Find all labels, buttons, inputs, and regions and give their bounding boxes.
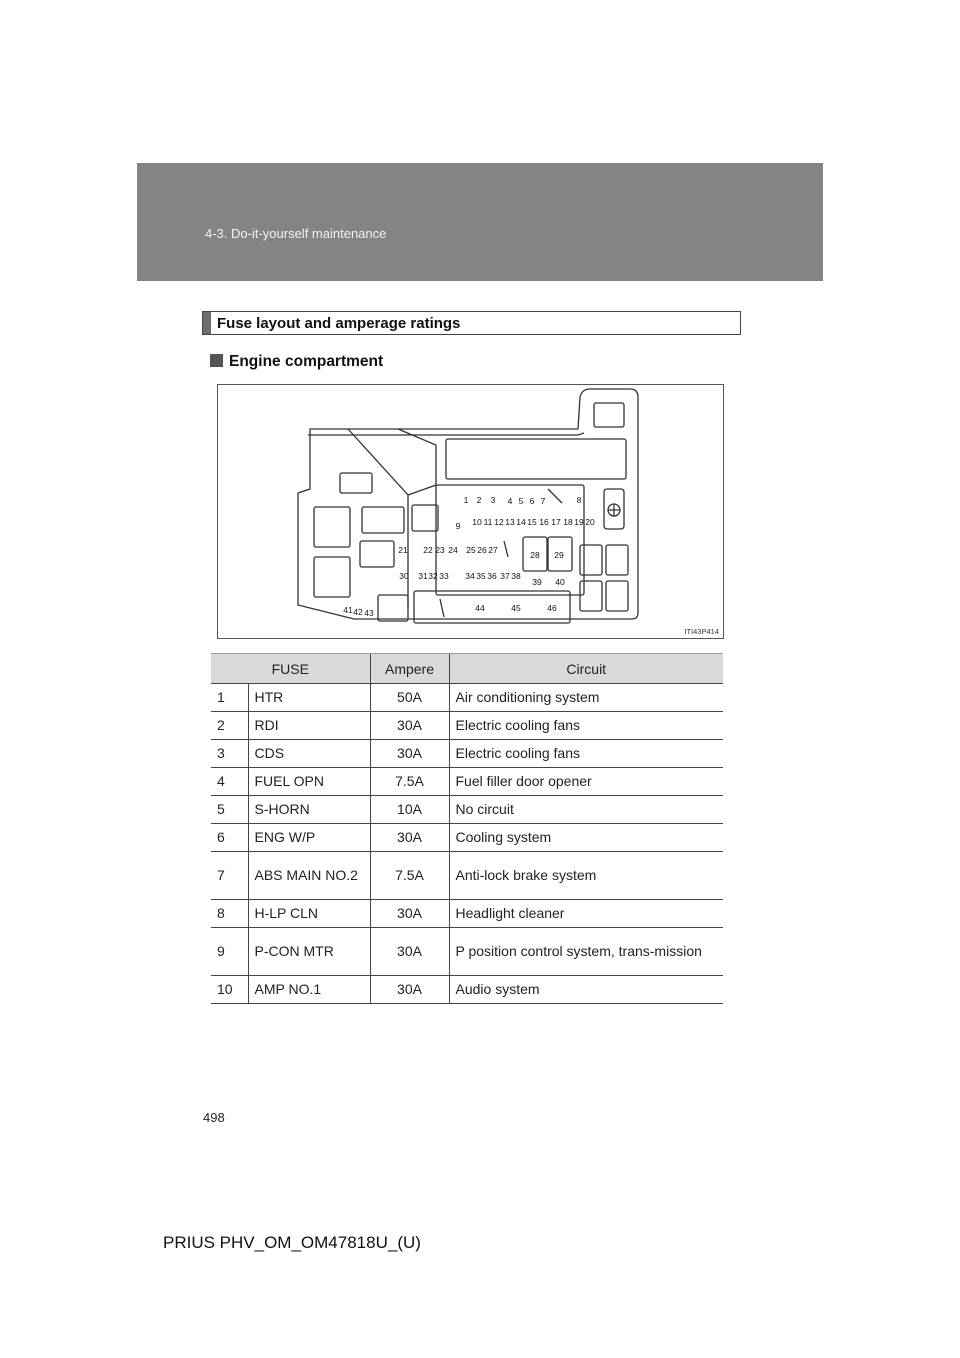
table-row [211, 768, 723, 796]
fuse-name: CDS [248, 740, 370, 768]
fuse-label-16: 16 [539, 517, 549, 527]
fuse-label-43: 43 [364, 608, 374, 618]
fuse-label-44: 44 [475, 603, 485, 613]
fuse-circuit: Anti-lock brake system [449, 852, 723, 900]
table-header-row [211, 654, 723, 684]
document-footer: PRIUS PHV_OM_OM47818U_(U) [163, 1233, 421, 1252]
fuse-label-13: 13 [505, 517, 515, 527]
fuse-label-31: 31 [418, 571, 428, 581]
table-row [211, 712, 723, 740]
fuse-ampere: 30A [370, 900, 449, 928]
fuse-label-32: 32 [428, 571, 438, 581]
section-breadcrumb: 4-3. Do-it-yourself maintenance [205, 226, 387, 241]
fuse-label-28: 28 [530, 550, 540, 560]
fuse-number: 4 [211, 768, 248, 796]
right-relay-1 [580, 545, 602, 575]
fuse-box-illustration [218, 385, 725, 640]
fuse-ampere: 10A [370, 796, 449, 824]
left-relay-4 [360, 541, 394, 567]
table-row [211, 796, 723, 824]
header-ampere: Ampere [370, 654, 449, 684]
bottom-slash [440, 599, 444, 617]
fuse-name: ENG W/P [248, 824, 370, 852]
fuse-label-35: 35 [476, 571, 486, 581]
left-relay-2 [314, 507, 350, 547]
fuse-number: 10 [211, 976, 248, 1004]
left-relay-3 [362, 507, 404, 533]
fuse-label-34: 34 [465, 571, 475, 581]
center-relay-1 [412, 505, 438, 531]
fuse-label-38: 38 [511, 571, 521, 581]
top-small-box [594, 403, 624, 427]
section-title-bar [202, 311, 741, 335]
section-title: Fuse layout and amperage ratings [217, 315, 461, 332]
fuse-circuit: Audio system [449, 976, 723, 1004]
header-fuse: FUSE [211, 654, 370, 684]
fuse-ampere: 30A [370, 976, 449, 1004]
table-row [211, 976, 723, 1004]
fuse-number: 6 [211, 824, 248, 852]
fuse-number: 5 [211, 796, 248, 824]
fuse-circuit: Air conditioning system [449, 684, 723, 712]
fuse-label-8: 8 [576, 495, 582, 505]
fuse-label-18: 18 [563, 517, 573, 527]
table-row [211, 852, 723, 900]
fuse-ampere: 7.5A [370, 768, 449, 796]
fuse-label-26: 26 [477, 545, 487, 555]
fuse-circuit: Electric cooling fans [449, 740, 723, 768]
fuse-name: AMP NO.1 [248, 976, 370, 1004]
fuse-table [211, 653, 723, 1004]
fuse-label-9: 9 [455, 521, 461, 531]
title-accent [203, 312, 211, 334]
fuse-label-30: 30 [399, 571, 409, 581]
fuse-label-3: 3 [490, 495, 496, 505]
fuse-circuit: Electric cooling fans [449, 712, 723, 740]
fuse-label-2: 2 [476, 495, 482, 505]
header-circuit: Circuit [449, 654, 723, 684]
fuse-name: ABS MAIN NO.2 [248, 852, 370, 900]
fuse-label-11: 11 [483, 517, 493, 527]
table-row [211, 928, 723, 976]
fuse-ampere: 50A [370, 684, 449, 712]
fuse-label-37: 37 [500, 571, 510, 581]
table-row [211, 824, 723, 852]
fuse-label-12: 12 [494, 517, 504, 527]
fuse-label-21: 21 [398, 545, 408, 555]
fuse-label-41: 41 [343, 605, 353, 615]
fuse-label-15: 15 [527, 517, 537, 527]
fuse-label-5: 5 [518, 496, 524, 506]
fuse-circuit: P position control system, trans-mission [449, 928, 723, 976]
page-number: 498 [203, 1110, 225, 1125]
right-relay-2 [606, 545, 628, 575]
fuse-label-20: 20 [585, 517, 595, 527]
fuse-circuit: Headlight cleaner [449, 900, 723, 928]
fuse-label-33: 33 [439, 571, 449, 581]
fuse-name: HTR [248, 684, 370, 712]
table-row [211, 740, 723, 768]
fuse-label-4: 4 [507, 496, 513, 506]
fuse-label-27: 27 [488, 545, 498, 555]
fuse-ampere: 30A [370, 712, 449, 740]
header-band [137, 163, 823, 281]
fuse-label-42: 42 [353, 607, 363, 617]
fuse-label-46: 46 [547, 603, 557, 613]
fuse-circuit: No circuit [449, 796, 723, 824]
figure-code: ITI43P414 [684, 627, 719, 636]
subheading [210, 353, 383, 371]
fuse-label-24: 24 [448, 545, 458, 555]
fuse-box-diagram [217, 384, 724, 639]
fuse-name: RDI [248, 712, 370, 740]
subheading-text: Engine compartment [229, 353, 384, 370]
fuse-name: FUEL OPN [248, 768, 370, 796]
lower-box [378, 595, 408, 621]
table-row [211, 900, 723, 928]
fuse-number-labels [343, 495, 595, 618]
fuse-label-17: 17 [551, 517, 561, 527]
fuse-label-19: 19 [574, 517, 584, 527]
square-bullet-icon [210, 354, 223, 367]
fuse-circuit: Cooling system [449, 824, 723, 852]
fuse-number: 3 [211, 740, 248, 768]
fuse-label-25: 25 [466, 545, 476, 555]
top-relay-block [446, 439, 626, 479]
fuse-name: S-HORN [248, 796, 370, 824]
fuse-number: 9 [211, 928, 248, 976]
fuse-label-10: 10 [472, 517, 482, 527]
fuse-number: 8 [211, 900, 248, 928]
fuse-ampere: 30A [370, 824, 449, 852]
fuse-number: 2 [211, 712, 248, 740]
fuse-ampere: 30A [370, 740, 449, 768]
fuse-label-1: 1 [463, 495, 469, 505]
fuse-number: 7 [211, 852, 248, 900]
fuse-label-36: 36 [487, 571, 497, 581]
fuse-number: 1 [211, 684, 248, 712]
fuse-circuit: Fuel filler door opener [449, 768, 723, 796]
fuse-label-45: 45 [511, 603, 521, 613]
fuse-label-39: 39 [532, 577, 542, 587]
housing-inner [308, 433, 584, 435]
right-relay-3 [580, 581, 602, 611]
fuse-label-22: 22 [423, 545, 433, 555]
fuse-label-29: 29 [554, 550, 564, 560]
fuse-name: H-LP CLN [248, 900, 370, 928]
left-relay-1 [340, 473, 372, 493]
right-relay-4 [606, 581, 628, 611]
slash-27 [504, 541, 508, 557]
table-row [211, 684, 723, 712]
fuse-ampere: 30A [370, 928, 449, 976]
fuse-label-6: 6 [529, 496, 535, 506]
fuse-label-23: 23 [435, 545, 445, 555]
fuse-ampere: 7.5A [370, 852, 449, 900]
left-relay-5 [314, 557, 350, 597]
fuse-label-14: 14 [516, 517, 526, 527]
fuse-label-7: 7 [540, 496, 546, 506]
fuse-name: P-CON MTR [248, 928, 370, 976]
divider-diag-2 [398, 429, 436, 495]
slash-8a [548, 489, 562, 503]
fuse-label-40: 40 [555, 577, 565, 587]
